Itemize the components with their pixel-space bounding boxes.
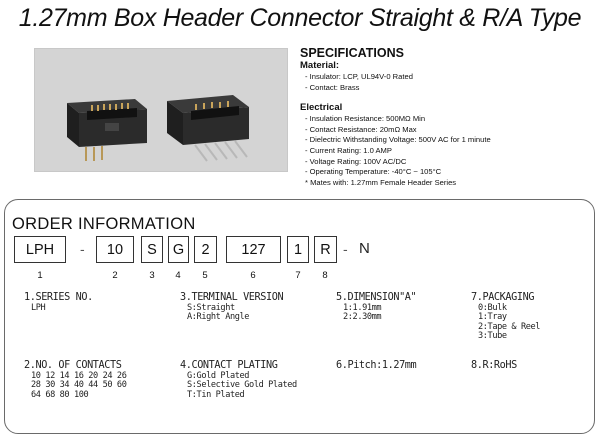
- electrical-item: - Dielectric Withstanding Voltage: 500V AC for 1 minute: [305, 135, 491, 145]
- legend-series: [24, 292, 93, 313]
- code-number: 7: [295, 270, 301, 281]
- electrical-item: - Current Rating: 1.0 AMP: [305, 145, 392, 155]
- electrical-item: - Operating Temperature: -40°C ~ 105°C: [305, 167, 442, 177]
- legend-heading: 1.SERIES NO.: [24, 292, 93, 303]
- material-heading: Material:: [300, 60, 340, 71]
- specifications-block: [300, 46, 595, 188]
- legend-heading: 7.PACKAGING: [471, 292, 535, 303]
- material-item: - Contact: Brass: [305, 82, 360, 92]
- code-number: 5: [202, 270, 208, 281]
- code-dash: -: [80, 241, 85, 257]
- legend-item: 10 12 14 16 20 24 26: [31, 370, 127, 381]
- code-box-series: LPH: [14, 236, 66, 263]
- code-box-dimension: 2: [194, 236, 217, 263]
- legend-item: S:Straight: [187, 302, 235, 313]
- electrical-item: - Voltage Rating: 100V AC/DC: [305, 156, 407, 166]
- legend-item: S:Selective Gold Plated: [187, 380, 297, 391]
- straight-connector-image: [67, 99, 147, 161]
- legend-heading: 2.NO. OF CONTACTS: [24, 360, 122, 371]
- order-information-heading: ORDER INFORMATION: [12, 215, 196, 233]
- product-photo: [34, 48, 288, 172]
- legend-heading: 5.DIMENSION"A": [336, 292, 417, 303]
- material-item: - Insulator: LCP, UL94V-0 Rated: [305, 72, 413, 81]
- electrical-item: - Contact Resistance: 20mΩ Max: [305, 124, 417, 134]
- right-angle-connector-image: [167, 95, 249, 161]
- code-suffix: N: [359, 240, 370, 257]
- electrical-item: - Insulation Resistance: 500MΩ Min: [305, 114, 426, 124]
- code-dash: -: [343, 241, 348, 257]
- legend-terminal: [180, 292, 283, 323]
- code-box-plating: G: [168, 236, 189, 263]
- code-box-terminal: S: [141, 236, 163, 263]
- legend-item: 28 30 34 40 44 50 60: [31, 380, 127, 391]
- legend-pitch: [336, 360, 416, 372]
- legend-item: T:Tin Plated: [187, 389, 245, 400]
- legend-dimension: [336, 292, 416, 323]
- code-box-rohs: R: [314, 236, 337, 263]
- legend-heading: 8.R:RoHS: [471, 360, 517, 371]
- legend-packaging: [471, 292, 540, 342]
- code-box-contacts: 10: [96, 236, 134, 263]
- legend-item: 2:2.30mm: [343, 312, 382, 323]
- legend-rohs: [471, 360, 517, 372]
- legend-item: G:Gold Plated: [187, 370, 250, 381]
- code-number: 8: [322, 270, 328, 281]
- code-box-pitch: 127: [226, 236, 281, 263]
- legend-item: 0:Bulk: [478, 302, 507, 313]
- electrical-heading: Electrical: [300, 102, 343, 114]
- electrical-item: * Mates with: 1.27mm Female Header Series: [305, 177, 457, 187]
- code-number: 2: [112, 270, 118, 281]
- code-box-packaging: 1: [287, 236, 309, 263]
- legend-contacts: [24, 360, 126, 400]
- legend-heading: 3.TERMINAL VERSION: [180, 292, 284, 303]
- code-number: 6: [250, 270, 256, 281]
- legend-heading: 6.Pitch:1.27mm: [336, 360, 417, 371]
- legend-item: A:Right Angle: [187, 312, 250, 323]
- legend-item: 1:1.91mm: [343, 302, 382, 313]
- code-number: 4: [175, 270, 181, 281]
- legend-heading: 4.CONTACT PLATING: [180, 360, 278, 371]
- legend-item: 2:Tape & Reel: [478, 321, 541, 332]
- legend-item: 3:Tube: [478, 331, 507, 342]
- legend-item: 1:Tray: [478, 312, 507, 323]
- specifications-heading: SPECIFICATIONS: [300, 46, 404, 60]
- code-number: 3: [149, 270, 155, 281]
- page-title: 1.27mm Box Header Connector Straight & R/A Type: [18, 4, 582, 32]
- legend-item: LPH: [31, 302, 46, 313]
- legend-plating: [180, 360, 297, 400]
- legend-item: 64 68 80 100: [31, 389, 89, 400]
- code-number: 1: [37, 270, 43, 281]
